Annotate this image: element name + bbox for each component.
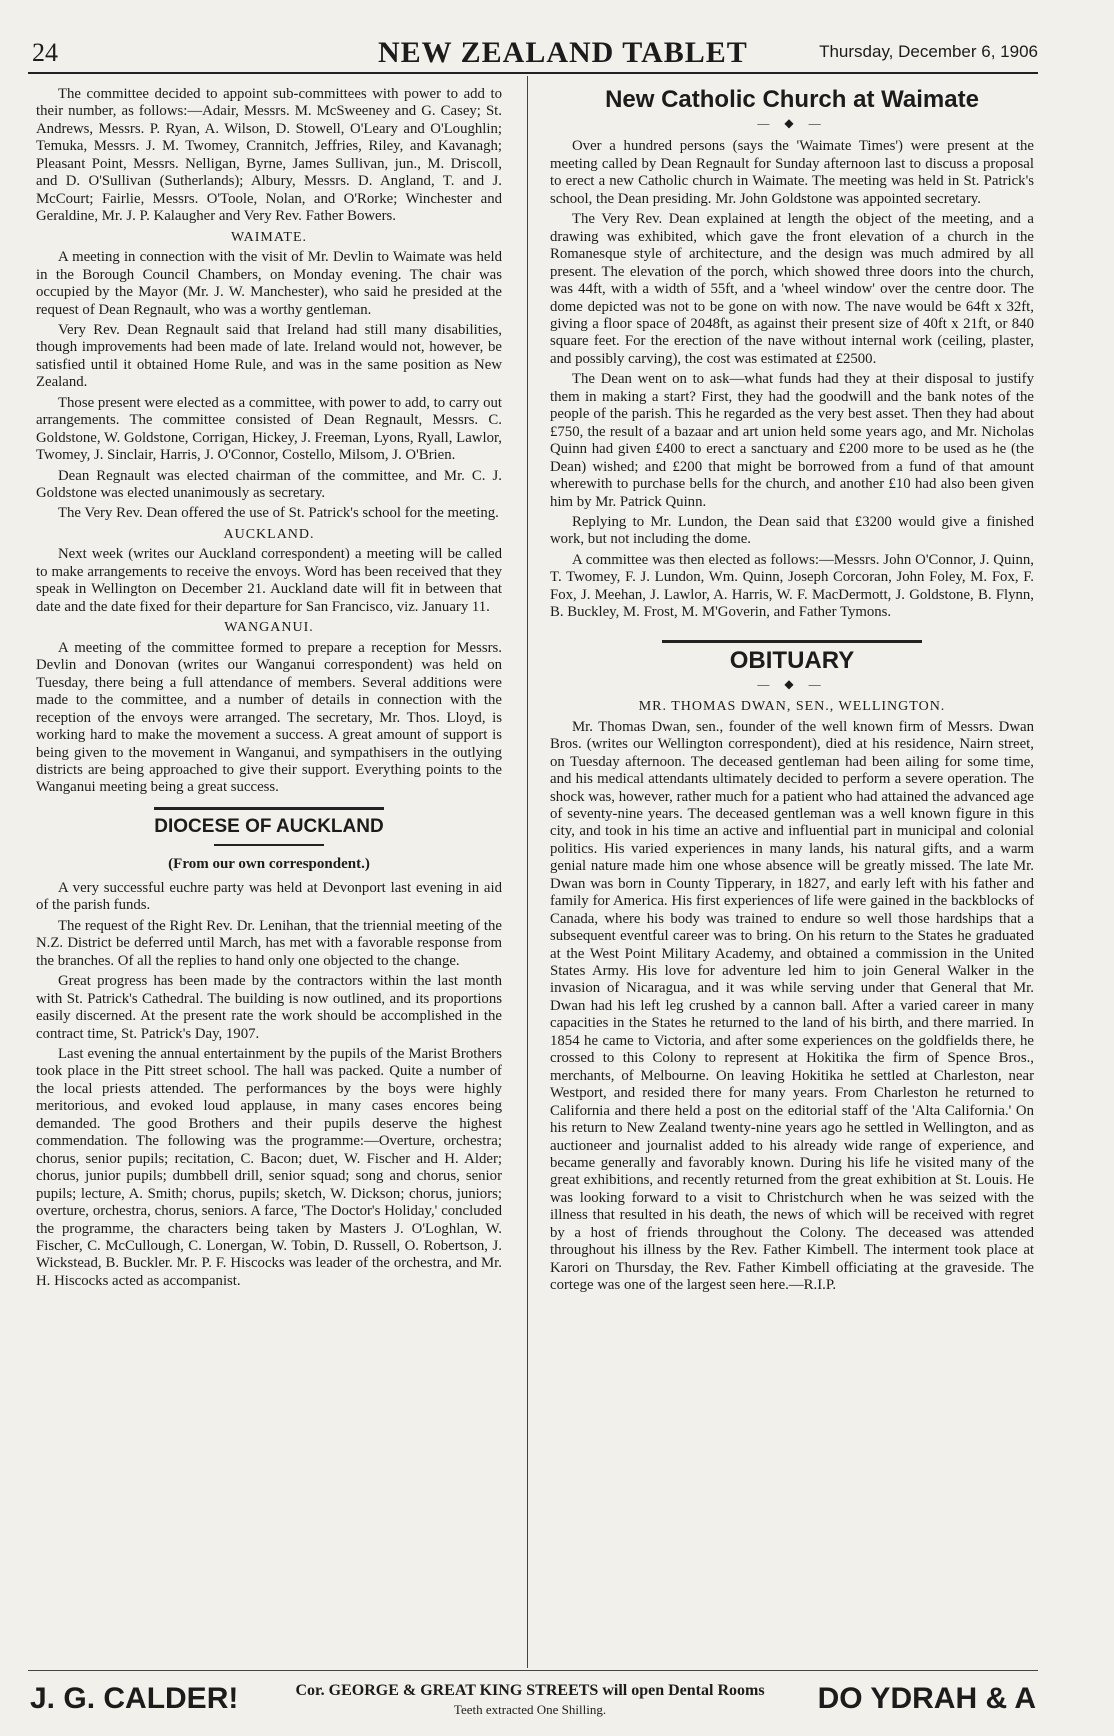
diocese-paragraph: The request of the Right Rev. Dr. Lenihan, that the triennial meeting of the N.Z. District be deferred until March, has met with a favorable response from the branches. Of all the replies to hand only one objected to the change. xyxy=(36,917,502,969)
header-rule xyxy=(28,72,1038,74)
waimate-paragraph: A meeting in connection with the visit of Mr. Devlin to Waimate was held in the Borough Council Chambers, on Monday evening. The chair was occupied by the Mayor (Mr. J. W. Manchester), who said he presided at the request of Dean Regnault, who was a worthy gentleman. xyxy=(36,249,502,318)
article-paragraph: A committee was then elected as follows:—Messrs. John O'Connor, J. Quinn, T. Twomey, F. J. Lundon, Wm. Quinn, Joseph Corcoran, John Foley, M. Fox, F. Fox, J. Meehan, J. Lawlor, A. Harris, W. F. MacDermott, J. Goldstone, B. Flynn, B. Buckley, M. Frost, M. M'Goverin, and Father Tymons. xyxy=(550,551,1034,621)
footer-advertisement xyxy=(30,1678,1036,1730)
section-rule-small xyxy=(214,844,324,846)
obituary-heading: OBITUARY xyxy=(729,646,855,674)
ad-right-text: DO YDRAH & A xyxy=(817,1682,1036,1715)
diocese-paragraph: Great progress has been made by the contractors within the last month with St. Patrick's Cathedral. The building is now outlined, and its proportions easily discerned. At the present rate the work should be accomplished in the contract time, St. Patrick's Day, 1907. xyxy=(36,973,502,1042)
diocese-paragraph: Last evening the annual entertainment by the pupils of the Marist Brothers took place in the Pitt street school. The hall was packed. Quite a number of the local priests attended. The performances by the boys were highly meritorious, and evoked loud applause, in many cases encores being demanded. The good Brothers and their pupils deserve the highest commendation. The following was the programme:—Overture, orchestra; chorus, senior pupils; recitation, C. Bacon; duet, W. Fischer and H. Alder; chorus, junior pupils; dumbbell drill, senior squad; song and chorus, senior pupils; lecture, A. Smith; chorus, pupils; sketch, W. Dickson; chorus, juniors; overture, orchestra, chorus, seniors. A farce, 'The Doctor's Holiday,' concluded the programme, the characters being taken by Masters J. O'Loghlan, W. Fischer, C. McCullough, C. Lonergan, W. Tobin, D. Russell, O. Robertson, J. Wickstead, B. Buckler. Mr. P. F. Hiscocks was leader of the orchestra, and Mr. H. Hiscocks acted as accompanist. xyxy=(36,1046,502,1289)
ad-left-text: J. G. CALDER! xyxy=(30,1682,239,1715)
auckland-paragraph: Next week (writes our Auckland correspondent) a meeting will be called to make arrangements to receive the envoys. Word has been received that they speak in Wellington on December 21. Auckland date will fit in between that date and the date fixed for their departure for San Francisco, viz. January 11. xyxy=(36,546,502,615)
ad-center-subtext: Teeth extracted One Shilling. xyxy=(453,1702,607,1717)
waimate-paragraph: Dean Regnault was elected chairman of the committee, and Mr. C. J. Goldstone was elected unanimously as secretary. xyxy=(36,467,502,502)
ad-center-text: Cor. GEORGE & GREAT KING STREETS will open Dental Rooms xyxy=(295,1682,765,1699)
obituary-rule xyxy=(662,640,922,643)
article-paragraph: Replying to Mr. Lundon, the Dean said that £3200 would give a finished work, but not including the dome. xyxy=(550,513,1034,548)
section-rule xyxy=(154,807,384,810)
article-paragraph: Over a hundred persons (says the 'Waimate Times') were present at the meeting called by Dean Regnault for Sunday afternoon last to discuss a proposal to erect a new Catholic church in Waimate. The meeting was held in St. Patrick's school, the Dean presiding. Mr. John Goldstone was appointed secretary. xyxy=(550,138,1034,207)
page-header xyxy=(28,34,1038,70)
committee-paragraph: The committee decided to appoint sub-committees with power to add to their number, as follows:—Adair, Messrs. M. McSweeney and G. Casey; St. Andrews, Messrs. P. Ryan, A. Wilson, D. Stowell, O'Leary and O'Loughlin; Temuka, Messrs. J. M. Twomey, Crannitch, Jeffries, Riley, and Kavanagh; Pleasant Point, Messrs. Nelligan, Byrne, James Sullivan, jun., M. Driscoll, and D. O'Sullivan (Sutherlands); Albury, Messrs. D. Angland, T. and J. McCourt; Fairlie, Messrs. O'Toole, Nolan, and O'Rorke; Winchester and Geraldine, Mr. J. P. Kalaugher and Very Rev. Father Bowers. xyxy=(36,86,502,225)
diocese-heading: DIOCESE OF AUCKLAND xyxy=(154,815,384,837)
footer-rule xyxy=(28,1670,1038,1671)
obituary-paragraph: Mr. Thomas Dwan, sen., founder of the well known firm of Messrs. Dwan Bros. (writes our Wellington correspondent), died at his residence, Nairn street, on Tuesday afternoon. The deceased gentleman had been ailing for some time, and his medical attendants ultimately decided to perform a severe operation. The shock was, however, rather much for a patient who had attained the advanced age of seventy-nine years. The deceased gentleman was a well known figure in this city, and took in his time an active and influential part in municipal and colonial politics. His varied experiences in many lands, his natural gifts, and a warm genial nature made him one whose absence will be greatly missed. The late Mr. Dwan was born in County Tipperary, in 1827, and early left with his father and family for America. His first experiences of life were gained in the backblocks of Canada, where his body was trained to endure so well those hardships that a subsequent eventful career was to bring. On his return to the States he graduated at the West Point Military Academy, and obtained a commission in the United States Army. His love for adventure led him to join General Walker in the invasion of Nicaragua, and it was while serving under that General that Mr. Dwan had his left leg crushed by a cannon ball. After a varied career in many capacities in the States he returned to the land of his birth, and there married. In 1854 he came to Victoria, and after some experiences on the goldfields there, he crossed to this Colony to represent at Hokitika the firm of Spence Bros., merchants, of Melbourne. On leaving Hokitika he settled at Charleston, near Westport, and resided there for many years. From Charleston he returned to California and there held a post on the editorial staff of the 'Alta California.' On his return to New Zealand twenty-nine years ago he settled in Wellington, and as auctioneer and journalist added to his already wide range of experience, and became generally and favorably known. During his life he visited many of the great exhibitions, and recently returned from the great exhibition at St. Louis. He was looking forward to a visit to Christchurch when he was seized with the illness that resulted in his death, the news of which will be received with regret by a host of friends throughout the Colony. The deceased was attended throughout his illness by the Rev. Father Kimbell. The interment took place at Karori on Thursday, the Rev. Father Kimbell officiating at the graveside. The cortege was one of the largest seen here.—R.I.P. xyxy=(550,718,1034,1294)
auckland-heading: AUCKLAND. xyxy=(223,526,315,542)
correspondent-line: (From our own correspondent.) xyxy=(168,856,370,873)
article-title: New Catholic Church at Waimate xyxy=(605,86,979,113)
wanganui-paragraph: A meeting of the committee formed to prepare a reception for Messrs. Devlin and Donovan (writes our Wanganui correspondent) was held on Tuesday, there being a full attendance of members. Several additions were made to the committee, and a number of details in connection with the reception of the envoys were arranged. The secretary, Mr. Thos. Lloyd, is working hard to make the movement a success. A great amount of support is being given to the movement in Wanganui, and sympathisers in the outlying districts are being approached to give their support. Everything points to the Wanganui meeting being a great success. xyxy=(36,639,502,796)
obituary-subheading: MR. THOMAS DWAN, SEN., WELLINGTON. xyxy=(638,699,946,715)
masthead: NEW ZEALAND TABLET xyxy=(378,36,748,69)
waimate-paragraph: Very Rev. Dean Regnault said that Ireland had still many disabilities, though improvements had been made of late. Ireland would not, however, be satisfied until it obtained Home Rule, and was in the same position as New Zealand. xyxy=(36,321,502,391)
waimate-paragraph: Those present were elected as a committee, with power to add, to carry out arrangements. The committee consisted of Dean Regnault, Messrs. C. Goldstone, W. Goldstone, Corrigan, Hickey, J. Freeman, Lyons, Ryall, Lawlor, Twomey, J. Sinclair, Harris, J. O'Connor, Costello, Milsom, J. O'Brien. xyxy=(36,394,502,464)
issue-date: Thursday, December 6, 1906 xyxy=(819,42,1038,61)
article-paragraph: The Very Rev. Dean explained at length the object of the meeting, and a drawing was exhibited, which gave the front elevation of a church in the Romanesque style of architecture, and the design was much admired by all present. The elevation of the porch, which showed three doors into the church, was 44ft, with a width of 55ft, and a 'wheel window' over the centre door. The dome depicted was not to be gone on with now. The nave would be 64ft x 32ft, giving a floor space of 2048ft, as against their present size of 40ft x 21ft, or 840 square feet. For the erection of the nave without internal work (ceiling, plaster, and possibly carving), the cost was estimated at £2500. xyxy=(550,211,1034,367)
left-column xyxy=(36,86,502,1661)
ornament-divider: — ◆ — xyxy=(757,677,827,692)
right-column xyxy=(550,86,1034,1661)
column-divider xyxy=(527,76,528,1668)
ornament-divider: — ◆ — xyxy=(757,116,827,131)
diocese-paragraph: A very successful euchre party was held at Devonport last evening in aid of the parish funds. xyxy=(36,879,502,914)
waimate-paragraph: The Very Rev. Dean offered the use of St. Patrick's school for the meeting. xyxy=(58,505,499,522)
page-number: 24 xyxy=(32,38,58,67)
wanganui-heading: WANGANUI. xyxy=(224,620,314,636)
waimate-heading: WAIMATE. xyxy=(230,229,308,245)
article-paragraph: The Dean went on to ask—what funds had they at their disposal to justify them in making a start? First, they had the goodwill and the bank notes of the people of the parish. This he regarded as the very best asset. Then they had about £750, the result of a bazaar and art union held some years ago, and Mr. Nicholas Quinn had given £400 to erect a sanctuary and £200 more to be used as he (the Dean) wished; and £200 that might be borrowed from a fund of that amount wherewith to purchase bells for the church, and another £10 had also been given him by Mr. Patrick Quinn. xyxy=(550,371,1034,510)
